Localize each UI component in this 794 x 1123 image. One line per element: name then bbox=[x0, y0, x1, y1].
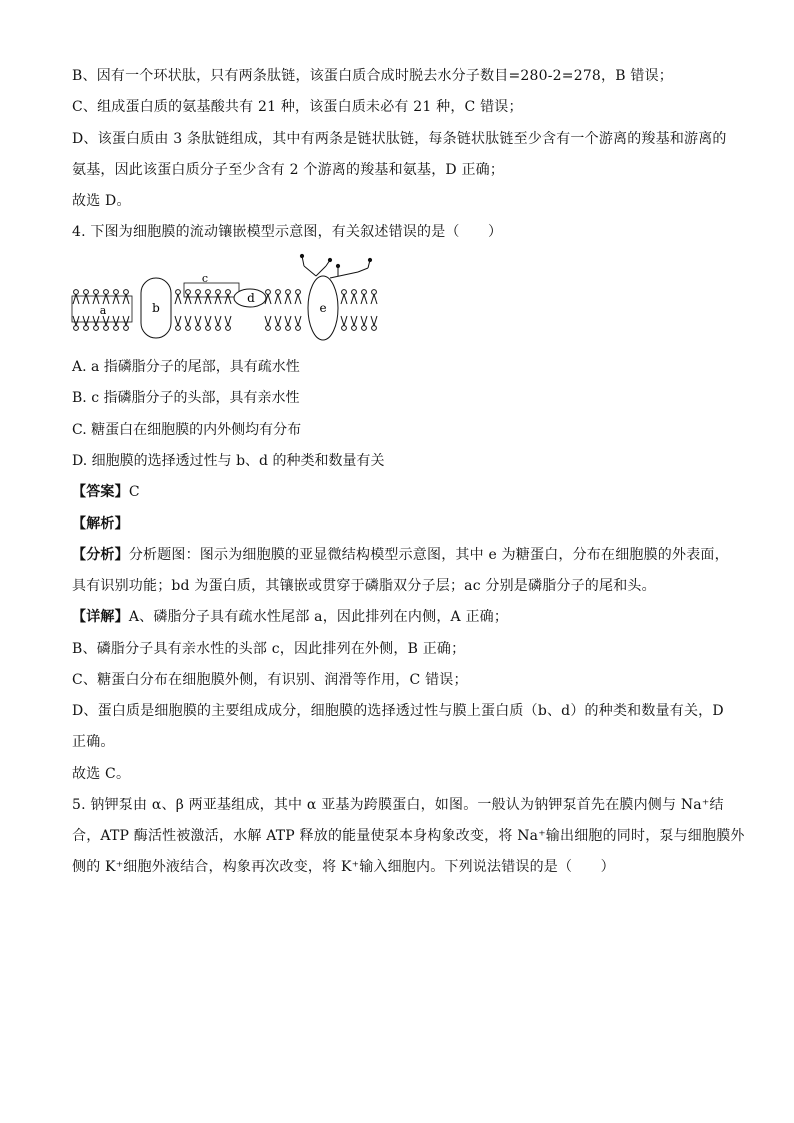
lower-lipid-18-tail bbox=[361, 316, 367, 326]
lower-lipid-15-head bbox=[296, 326, 301, 331]
upper-lipid-1-head bbox=[84, 290, 89, 295]
upper-lipid-17-head bbox=[352, 290, 357, 295]
upper-lipid-12-head bbox=[266, 290, 271, 295]
lower-lipid-5-head bbox=[124, 326, 129, 331]
lower-lipid-2-tail bbox=[93, 316, 99, 326]
lower-lipid-9-tail bbox=[205, 316, 211, 326]
lower-lipid-17-tail bbox=[351, 316, 357, 326]
upper-lipid-13-tail bbox=[275, 294, 281, 304]
lower-lipid-18-head bbox=[362, 326, 367, 331]
q4-option-d[interactable]: D. 细胞膜的选择透过性与 b、d 的种类和数量有关 bbox=[72, 453, 385, 469]
lower-lipid-10-tail bbox=[215, 316, 221, 326]
lower-lipid-4-tail bbox=[113, 316, 119, 326]
upper-lipid-6-head bbox=[176, 290, 181, 295]
upper-lipid-17-tail bbox=[351, 294, 357, 304]
lower-lipid-8-head bbox=[196, 326, 201, 331]
analysis-line2: 具有识别功能；bd 为蛋白质，其镶嵌或贯穿于磷脂双分子层；ac 分别是磷脂分子的尾和头。 bbox=[72, 578, 656, 594]
q4-option-a[interactable]: A. a 指磷脂分子的尾部，具有疏水性 bbox=[72, 359, 300, 375]
lower-lipid-5-tail bbox=[123, 316, 129, 326]
upper-lipid-15-tail bbox=[295, 294, 301, 304]
q4-stem: 4. 下图为细胞膜的流动镶嵌模型示意图，有关叙述错误的是（ ） bbox=[72, 224, 503, 240]
upper-lipid-14-tail bbox=[285, 294, 291, 304]
lower-lipid-4-head bbox=[114, 326, 119, 331]
prev-answer-c: C、组成蛋白质的氨基酸共有 21 种，该蛋白质未必有 21 种，C 错误； bbox=[72, 99, 523, 115]
upper-lipid-8-tail bbox=[195, 294, 201, 304]
lower-lipid-12-head bbox=[266, 326, 271, 331]
detail-line-d2: 正确。 bbox=[72, 734, 115, 750]
sugar-chain bbox=[300, 254, 371, 278]
q4-option-c[interactable]: C. 糖蛋白在细胞膜的内外侧均有分布 bbox=[72, 422, 302, 438]
upper-lipid-18-head bbox=[362, 290, 367, 295]
upper-lipid-9-tail bbox=[205, 294, 211, 304]
upper-lipid-18-tail bbox=[361, 294, 367, 304]
analysis-tag: 【解析】 bbox=[72, 516, 129, 532]
lower-lipid-7-head bbox=[186, 326, 191, 331]
analysis-label: 【分析】 bbox=[72, 547, 129, 563]
prev-answer-b: B、因有一个环状肽，只有两条肽链，该蛋白质合成时脱去水分子数目=280-2=278，B 错误； bbox=[72, 68, 673, 84]
analysis-text1: 分析题图：图示为细胞膜的亚显微结构模型示意图，其中 e 为糖蛋白，分布在细胞膜的外表面， bbox=[128, 547, 729, 563]
lower-lipid-1-tail bbox=[83, 316, 89, 326]
upper-lipid-16-tail bbox=[341, 294, 347, 304]
q5-line2: 合，ATP 酶活性被激活，水解 ATP 释放的能量使泵本身构象改变，将 Na⁺输出细胞的同时，泵与细胞膜外 bbox=[72, 828, 745, 844]
q4-option-b[interactable]: B. c 指磷脂分子的头部，具有亲水性 bbox=[72, 390, 300, 406]
label-d: d bbox=[247, 291, 255, 305]
lower-lipid-2-head bbox=[94, 326, 99, 331]
upper-lipid-14-head bbox=[286, 290, 291, 295]
lower-lipid-3-head bbox=[104, 326, 109, 331]
lower-lipid-14-head bbox=[286, 326, 291, 331]
label-e: e bbox=[319, 301, 327, 315]
q5-line3: 侧的 K⁺细胞外液结合，构象再次改变，将 K⁺输入细胞内。下列说法错误的是（ ） bbox=[72, 859, 615, 875]
q5-line1: 5. 钠钾泵由 α、β 两亚基组成，其中 α 亚基为跨膜蛋白，如图。一般认为钠钾泵首先在膜内侧与 Na⁺结 bbox=[72, 797, 724, 813]
upper-lipid-19-head bbox=[372, 290, 377, 295]
lower-lipid-13-tail bbox=[275, 316, 281, 326]
upper-lipid-6-tail bbox=[175, 294, 181, 304]
label-c-box bbox=[184, 283, 239, 297]
lower-lipid-17-head bbox=[352, 326, 357, 331]
lower-lipid-15-tail bbox=[295, 316, 301, 326]
q4-choose: 故选 C。 bbox=[72, 766, 131, 782]
analysis-line1 bbox=[72, 545, 729, 565]
lower-lipid-9-head bbox=[206, 326, 211, 331]
upper-lipid-9-head bbox=[206, 290, 211, 295]
detail-line-b: B、磷脂分子具有亲水性的头部 c，因此排列在外侧，B 正确； bbox=[72, 641, 466, 657]
lower-lipid-6-head bbox=[176, 326, 181, 331]
detail-label: 【详解】 bbox=[72, 609, 129, 625]
upper-lipid-4-head bbox=[114, 290, 119, 295]
prev-answer-d-line2: 氨基，因此该蛋白质分子至少含有 2 个游离的羧基和氨基，D 正确； bbox=[72, 162, 505, 178]
label-b: b bbox=[152, 301, 160, 315]
lower-lipid-16-head bbox=[342, 326, 347, 331]
upper-lipid-5-head bbox=[124, 290, 129, 295]
cell-membrane-diagram bbox=[68, 252, 388, 344]
lower-lipid-16-tail bbox=[341, 316, 347, 326]
upper-lipid-0-head bbox=[74, 290, 79, 295]
q4-answer bbox=[72, 482, 722, 502]
lower-lipid-12-tail bbox=[265, 316, 271, 326]
upper-lipid-11-head bbox=[226, 290, 231, 295]
lower-lipid-1-head bbox=[84, 326, 89, 331]
upper-lipid-19-tail bbox=[371, 294, 377, 304]
lower-lipid-7-tail bbox=[185, 316, 191, 326]
lower-lipid-14-tail bbox=[285, 316, 291, 326]
upper-lipid-15-head bbox=[296, 290, 301, 295]
lower-lipid-6-tail bbox=[175, 316, 181, 326]
upper-lipid-10-head bbox=[216, 290, 221, 295]
upper-lipid-11-tail bbox=[225, 294, 231, 304]
detail-text-a: A、磷脂分子具有疏水性尾部 a，因此排列在内侧，A 正确； bbox=[128, 609, 509, 625]
detail-line-a bbox=[72, 607, 722, 627]
lower-lipid-0-tail bbox=[73, 316, 79, 326]
answer-value: C bbox=[128, 484, 140, 500]
upper-lipid-10-tail bbox=[215, 294, 221, 304]
label-a: a bbox=[99, 304, 107, 317]
upper-lipid-13-head bbox=[276, 290, 281, 295]
upper-lipid-8-head bbox=[196, 290, 201, 295]
lower-lipid-13-head bbox=[276, 326, 281, 331]
lower-lipid-11-tail bbox=[225, 316, 231, 326]
answer-tag: 【答案】 bbox=[72, 484, 129, 500]
upper-lipid-16-head bbox=[342, 290, 347, 295]
lower-lipid-19-tail bbox=[371, 316, 377, 326]
lower-lipid-8-tail bbox=[195, 316, 201, 326]
detail-line-d1: D、蛋白质是细胞膜的主要组成成分，细胞膜的选择透过性与膜上蛋白质（b、d）的种类和数量有关，D bbox=[72, 703, 724, 719]
upper-lipid-2-head bbox=[94, 290, 99, 295]
label-c: c bbox=[201, 272, 209, 285]
lower-lipid-11-head bbox=[226, 326, 231, 331]
upper-lipid-3-head bbox=[104, 290, 109, 295]
upper-lipid-7-tail bbox=[185, 294, 191, 304]
lower-lipid-0-head bbox=[74, 326, 79, 331]
detail-line-c: C、糖蛋白分布在细胞膜外侧，有识别、润滑等作用，C 错误； bbox=[72, 672, 468, 688]
upper-lipid-7-head bbox=[186, 290, 191, 295]
lower-lipid-3-tail bbox=[103, 316, 109, 326]
lower-lipid-10-head bbox=[216, 326, 221, 331]
prev-answer-choose: 故选 D。 bbox=[72, 193, 131, 209]
lower-lipid-19-head bbox=[372, 326, 377, 331]
prev-answer-d-line1: D、该蛋白质由 3 条肽链组成，其中有两条是链状肽链，每条链状肽链至少含有一个游离的羧基和游离的 bbox=[72, 131, 727, 147]
